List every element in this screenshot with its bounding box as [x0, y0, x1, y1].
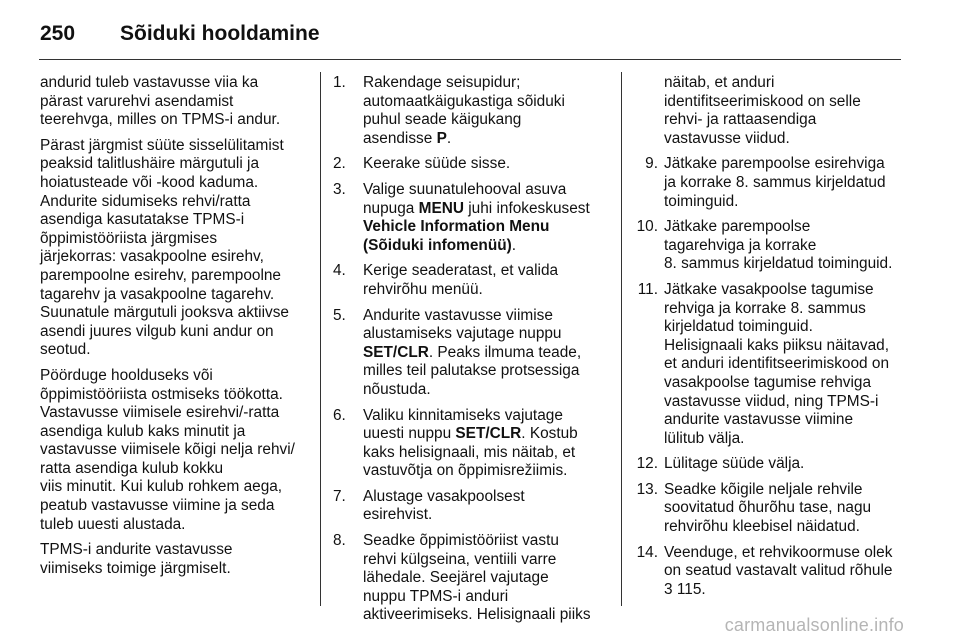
paragraph: andurid tuleb vastavusse viia ka pärast varurehvi asendamist teerehvga, milles on TPMS-i andur. — [40, 74, 281, 129]
step-2: 2. Keerake süüde sisse. — [333, 155, 511, 173]
step-10: 10. Jätkake parempoolse tagarehviga ja korrake 8. sammus kirjeldatud toiminguid. — [636, 218, 893, 273]
step-9: 9. Jätkake parempoolse esirehviga ja korrake 8. sammus kirjeldatud toiminguid. — [645, 155, 886, 210]
column-1 — [40, 74, 312, 585]
paragraph: Pöörduge hoolduseks või õppimistööriista ostmiseks töökotta. Vastavusse viimisele esirehvi/-ratta asendiga kulub kaks minutit ja vastavusse viimisele kõigi nelja rehvi/ ratta asendiga kulub kokku viis minutit. Kui kulub rohkem aega, peatub vastavusse viimine ja seda tuleb uuesti alustada. — [40, 366, 295, 533]
step-14: 14. Veenduge, et rehvikoormuse olek on seatud vastavalt valitud rõhule 3 115. — [636, 543, 893, 598]
column-divider-right — [621, 72, 622, 606]
step-1: 1. Rakendage seisupidur; automaatkäigukastiga sõiduki puhul seade käigukang asendisse P. — [333, 74, 565, 147]
chapter-title: Sõiduki hooldamine — [120, 22, 320, 45]
step-7: 7. Alustage vasakpoolsest esirehvist. — [333, 487, 525, 524]
paragraph: TPMS-i andurite vastavusse viimiseks toimige järgmiselt. — [40, 541, 233, 577]
steps-list-continued — [634, 155, 904, 599]
watermark: carmanualsonline.info — [724, 615, 904, 635]
arrow-icon: 3 — [664, 580, 673, 598]
column-divider-left — [320, 72, 321, 606]
step-8-continued: näitab, et anduri identifitseerimiskood on selle rehvi- ja rattaasendiga vastavusse viidud. — [664, 74, 861, 147]
step-6: 6. Valiku kinnitamiseks vajutage uuesti nuppu SET/CLR. Kostub kaks helisignaali, mis näitab, et vastuvõtja on õppimisrežiimis. — [333, 406, 578, 480]
steps-list — [333, 74, 611, 625]
step-8: 8. Seadke õppimistööriist vastu rehvi külgseina, ventiili varre lähedale. Seejärel vajutage nuppu TPMS-i anduri aktiveerimiseks. Helisignaali piiks — [333, 532, 591, 624]
step-13: 13. Seadke kõigile neljale rehvile soovitatud õhurõhu tase, nagu rehvirõhu kleebisel näidatud. — [636, 480, 872, 536]
header-rule — [39, 59, 901, 60]
column-2 — [333, 74, 611, 632]
step-5: 5. Andurite vastavusse viimise alustamiseks vajutage nuppu SET/CLR. Peaks ilmuma teade, milles teil palutakse protsessiga nõustuda. — [333, 306, 582, 398]
page-number: 250 — [40, 22, 76, 45]
paragraph: Pärast järgmist süüte sisselülitamist peaksid talitlushäire märgutuli ja hoiatusteade või -kood kaduma. Andurite sidumiseks rehvi/ratta asendiga kasutatakse TPMS-i õppimistööriista järgmises järjekorras: vasakpoolne esirehv, parempoolne esirehv, parempoolne tagarehv ja vasakpoolne tagarehv. Suunatule märgutuli jooksva aktiivse asendi juures vilgub kuni andur on seotud. — [40, 136, 289, 359]
page-reference-link[interactable]: 3 115. — [664, 580, 706, 598]
step-4: 4. Kerige seaderatast, et valida rehvirõhu menüü. — [333, 262, 559, 298]
step-3: 3. Valige suunatulehooval asuva nupuga MENU juhi infokeskusest Vehicle Information Menu (Sõiduki infomenüü). — [333, 180, 590, 254]
page-header — [40, 14, 320, 54]
column-3 — [634, 74, 904, 606]
step-12: 12. Lülitage süüde välja. — [636, 455, 805, 473]
step-11: 11. Jätkake vasakpoolse tagumise rehviga ja korrake 8. sammus kirjeldatud toiminguid. Helisignaali kaks piiksu näitavad, et anduri identifitseerimiskood on vasakpoolse tagumise rehviga vastavusse viidud, ning TPMS-i andurite vastavusse viimine lülitub välja. — [637, 280, 889, 447]
